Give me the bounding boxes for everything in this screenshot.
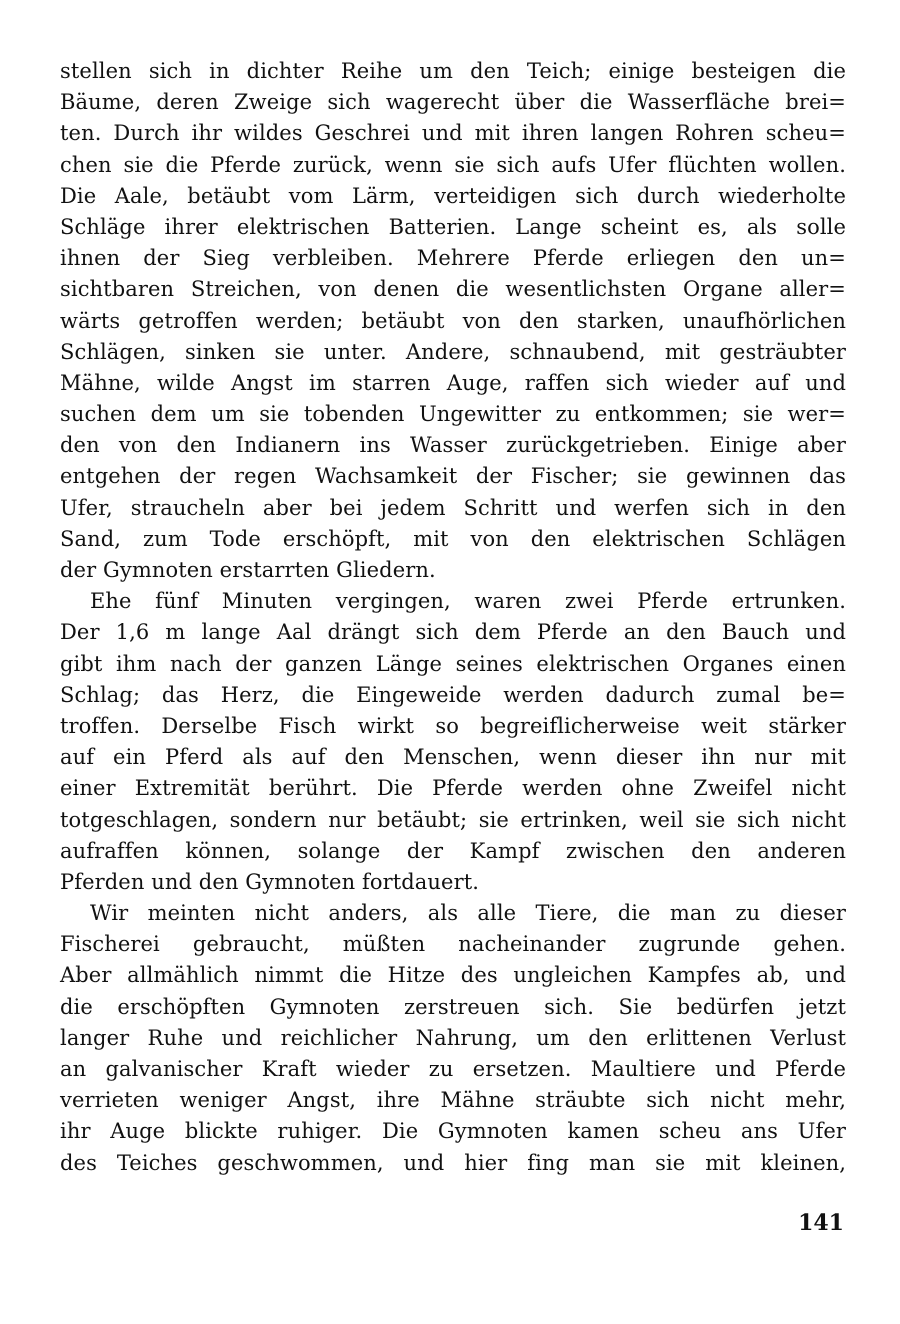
- text-line: ten. Durch ihr wildes Geschrei und mit ihren langen Rohren scheu=: [60, 121, 846, 146]
- text-line: Fischerei gebraucht, müßten nacheinander zugrunde gehen.: [60, 932, 846, 957]
- text-line: Aber allmählich nimmt die Hitze des ungleichen Kampfes ab, und: [60, 963, 846, 988]
- paragraph: [60, 586, 846, 898]
- text-line: suchen dem um sie tobenden Ungewitter zu entkommen; sie wer=: [60, 402, 846, 427]
- text-line: Wir meinten nicht anders, als alle Tiere, die man zu dieser: [90, 901, 846, 926]
- text-line: entgehen der regen Wachsamkeit der Fischer; sie gewinnen das: [60, 464, 846, 489]
- text-line: Sand, zum Tode erschöpft, mit von den elektrischen Schlägen: [60, 526, 846, 551]
- text-line: wärts getroffen werden; betäubt von den starken, unaufhörlichen: [60, 308, 846, 333]
- paragraph: [60, 898, 846, 1179]
- text-line: ihnen der Sieg verbleiben. Mehrere Pferde erliegen den un=: [60, 246, 846, 271]
- text-line: troffen. Derselbe Fisch wirkt so begreiflicherweise weit stärker: [60, 713, 846, 738]
- text-line: Der 1,6 m lange Aal drängt sich dem Pferde an den Bauch und: [60, 620, 846, 645]
- text-line: Die Aale, betäubt vom Lärm, verteidigen sich durch wiederholte: [60, 183, 846, 208]
- text-line: Ufer, straucheln aber bei jedem Schritt und werfen sich in den: [60, 495, 846, 520]
- text-line: stellen sich in dichter Reihe um den Teich; einige besteigen die: [60, 59, 846, 83]
- paragraph: [60, 56, 846, 586]
- text-line: des Teiches geschwommen, und hier fing man sie mit kleinen,: [60, 1150, 846, 1175]
- text-line: der Gymnoten erstarrten Gliedern.: [60, 558, 436, 582]
- text-line: Ehe fünf Minuten vergingen, waren zwei Pferde ertrunken.: [90, 589, 846, 614]
- text-line: langer Ruhe und reichlicher Nahrung, um den erlittenen Verlust: [60, 1025, 846, 1050]
- text-line: an galvanischer Kraft wieder zu ersetzen. Maultiere und Pferde: [60, 1057, 846, 1081]
- text-line: Schläge ihrer elektrischen Batterien. Lange scheint es, als solle: [60, 214, 846, 239]
- text-line: gibt ihm nach der ganzen Länge seines elektrischen Organes einen: [60, 651, 846, 676]
- text-line: Pferden und den Gymnoten fortdauert.: [60, 869, 480, 894]
- text-line: den von den Indianern ins Wasser zurückgetrieben. Einige aber: [60, 433, 846, 458]
- text-line: Schlägen, sinken sie unter. Andere, schnaubend, mit gesträubter: [60, 339, 846, 364]
- text-line: aufraffen können, solange der Kampf zwischen den anderen: [60, 838, 846, 863]
- page-body: [60, 56, 846, 1179]
- text-line: einer Extremität berührt. Die Pferde werden ohne Zweifel nicht: [60, 776, 846, 801]
- text-line: verrieten weniger Angst, ihre Mähne sträubte sich nicht mehr,: [60, 1088, 846, 1113]
- page-number: 141: [798, 1210, 844, 1236]
- text-line: ihr Auge blickte ruhiger. Die Gymnoten kamen scheu ans Ufer: [60, 1119, 846, 1144]
- text-line: auf ein Pferd als auf den Menschen, wenn dieser ihn nur mit: [60, 745, 846, 770]
- text-line: chen sie die Pferde zurück, wenn sie sich aufs Ufer flüchten wollen.: [60, 152, 846, 177]
- text-line: Mähne, wilde Angst im starren Auge, raffen sich wieder auf und: [60, 370, 846, 395]
- text-line: Bäume, deren Zweige sich wagerecht über die Wasserfläche brei=: [60, 90, 846, 115]
- text-line: sichtbaren Streichen, von denen die wesentlichsten Organe aller=: [60, 277, 846, 302]
- text-line: die erschöpften Gymnoten zerstreuen sich. Sie bedürfen jetzt: [60, 994, 846, 1019]
- text-line: totgeschlagen, sondern nur betäubt; sie ertrinken, weil sie sich nicht: [60, 807, 846, 832]
- text-line: Schlag; das Herz, die Eingeweide werden dadurch zumal be=: [60, 682, 846, 707]
